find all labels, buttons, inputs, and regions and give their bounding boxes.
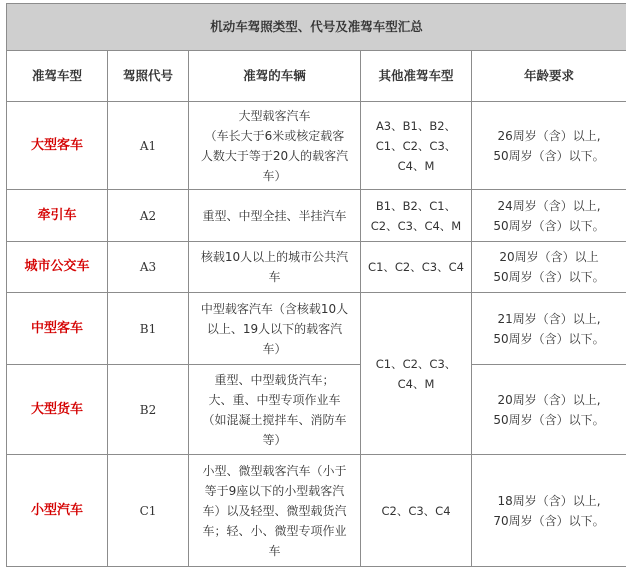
other-classes	[361, 102, 472, 190]
age-line: 50周岁（含）以下。	[493, 331, 605, 346]
permitted-vehicles	[189, 102, 361, 190]
header-license-code: 驾照代号	[108, 51, 189, 102]
table-row-b2	[7, 365, 627, 455]
license-table	[6, 3, 626, 567]
permitted-vehicles	[189, 293, 361, 365]
age-requirement	[472, 242, 627, 293]
vehicles-line: 人数大于等于20人的载客汽	[200, 148, 349, 163]
permitted-vehicles	[189, 190, 361, 242]
age-requirement	[472, 455, 627, 567]
permitted-vehicles	[189, 365, 361, 455]
other-line: C2、C3、C4	[381, 503, 451, 518]
vehicle-class: 大型货车	[7, 365, 108, 455]
vehicles-line: 大型载客汽车	[238, 108, 311, 123]
license-code: C1	[108, 455, 189, 567]
permitted-vehicles	[189, 242, 361, 293]
vehicles-line: 小型、微型载客汽车（小于	[202, 463, 347, 478]
vehicles-line: 车	[268, 270, 281, 284]
age-line: 24周岁（含）以上,	[497, 198, 601, 213]
other-line: C2、C3、C4、M	[370, 218, 462, 233]
vehicles-line: 重型、中型载货汽车；	[214, 372, 335, 387]
age-line: 20周岁（含）以上	[499, 250, 599, 264]
age-requirement	[472, 365, 627, 455]
header-other-classes: 其他准驾车型	[361, 51, 472, 102]
age-line: 18周岁（含）以上,	[497, 493, 601, 508]
vehicles-line: 车；轻、小、微型专项作业	[202, 523, 347, 538]
license-code: B1	[108, 293, 189, 365]
vehicle-class: 中型客车	[7, 293, 108, 365]
vehicles-line: 大、重、中型专项作业车	[208, 392, 341, 407]
vehicles-line: （如混凝土搅拌车、消防车	[202, 412, 347, 427]
vehicle-class: 牵引车	[7, 190, 108, 242]
permitted-vehicles	[189, 455, 361, 567]
header-vehicle-class: 准驾车型	[7, 51, 108, 102]
vehicles-line: 等）	[262, 432, 287, 447]
license-code: A1	[108, 102, 189, 190]
vehicles-line: 以上、19人以下的载客汽	[206, 321, 343, 336]
vehicles-line: 车）以及轻型、微型载货汽	[202, 503, 347, 518]
table-row-a2	[7, 190, 627, 242]
vehicles-line: 车）	[262, 341, 287, 356]
other-classes	[361, 455, 472, 567]
age-line: 50周岁（含）以下。	[493, 270, 605, 284]
age-line: 21周岁（含）以上,	[497, 311, 601, 326]
license-code: A3	[108, 242, 189, 293]
table-row-a1	[7, 102, 627, 190]
vehicles-line: 车）	[262, 168, 287, 183]
age-line: 50周岁（含）以下。	[493, 218, 605, 233]
age-line: 50周岁（含）以下。	[493, 412, 605, 427]
table-row-a3	[7, 242, 627, 293]
license-code: A2	[108, 190, 189, 242]
other-line: C1、C2、C3、	[375, 356, 457, 371]
vehicles-line: （车长大于6米或核定载客	[204, 128, 345, 143]
other-line: C4、M	[397, 376, 435, 391]
vehicles-line: 车	[268, 543, 281, 558]
header-age-requirement: 年龄要求	[472, 51, 627, 102]
table-row-b1	[7, 293, 627, 365]
vehicles-line: 等于9座以下的小型载客汽	[204, 483, 345, 498]
other-line: B1、B2、C1、	[375, 198, 457, 213]
vehicles-line: 核载10人以上的城市公共汽	[200, 250, 349, 264]
license-table-container	[6, 3, 626, 573]
age-line: 50周岁（含）以下。	[493, 148, 605, 163]
age-line: 26周岁（含）以上,	[497, 128, 601, 143]
vehicle-class: 小型汽车	[7, 455, 108, 567]
age-line: 70周岁（含）以下。	[493, 513, 605, 528]
vehicle-class: 大型客车	[7, 102, 108, 190]
table-title: 机动车驾照类型、代号及准驾车型汇总	[7, 4, 627, 51]
other-classes	[361, 190, 472, 242]
other-line: C1、C2、C3、	[375, 138, 457, 153]
table-row-c1	[7, 455, 627, 567]
vehicle-class: 城市公交车	[7, 242, 108, 293]
age-requirement	[472, 190, 627, 242]
other-line: C1、C2、C3、C4	[368, 260, 464, 274]
age-requirement	[472, 102, 627, 190]
table-header-row	[7, 51, 627, 102]
other-line: A3、B1、B2、	[375, 118, 457, 133]
age-line: 20周岁（含）以上,	[497, 392, 601, 407]
header-permitted-vehicles: 准驾的车辆	[189, 51, 361, 102]
vehicles-line: 中型载客汽车（含核载10人	[200, 301, 349, 316]
table-title-row	[7, 4, 627, 51]
vehicles-line: 重型、中型全挂、半挂汽车	[202, 208, 347, 223]
age-requirement	[472, 293, 627, 365]
other-classes-merged	[361, 293, 472, 455]
other-line: C4、M	[397, 158, 435, 173]
other-classes	[361, 242, 472, 293]
license-code: B2	[108, 365, 189, 455]
